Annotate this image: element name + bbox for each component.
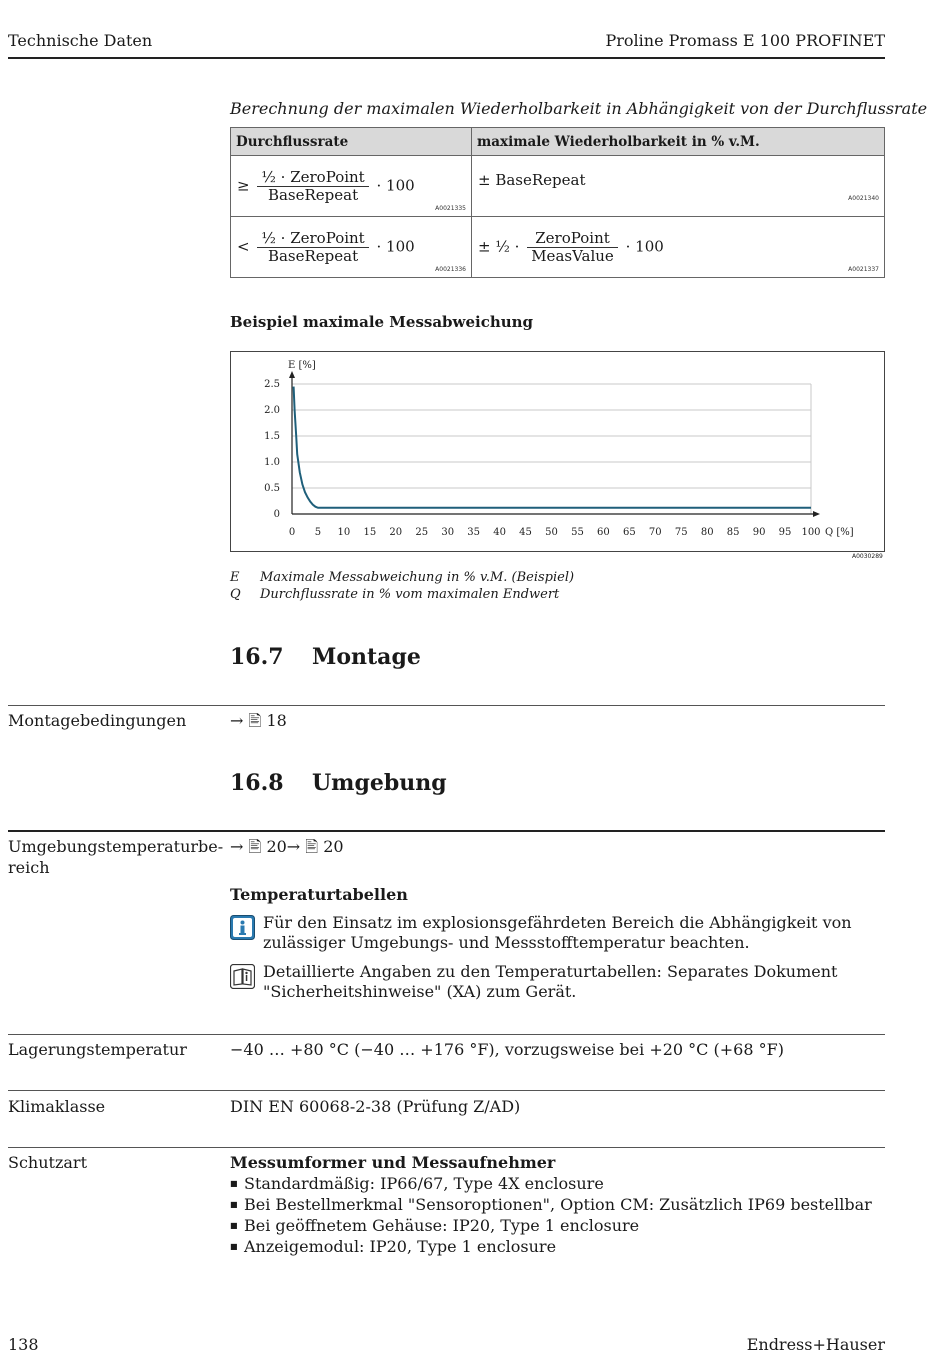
y-tick-label: 1.0 (264, 457, 280, 468)
multiplier: · 100 (376, 237, 415, 255)
section-heading-montage (230, 644, 421, 670)
section-number: 16.7 (230, 644, 284, 670)
doc-note-text: Detaillierte Angaben zu den Temperaturtabellen: Separates Dokument "Sicherheitshinweise" (XA) zum Gerät. (263, 962, 838, 1001)
operator: ≥ (237, 176, 250, 194)
x-tick-label: 50 (545, 527, 558, 538)
fraction (257, 169, 368, 204)
x-axis-arrow (813, 511, 820, 517)
operator: < (237, 237, 250, 255)
section-number: 16.8 (230, 770, 284, 796)
row-divider (8, 705, 885, 706)
protection-list (230, 1173, 885, 1257)
x-tick-label: 10 (337, 527, 351, 538)
umgebung-label (8, 836, 223, 878)
result-formula: ± BaseRepeat (478, 171, 586, 189)
montage-label: Montagebedingungen (8, 711, 187, 730)
section-heading-umgebung (230, 770, 447, 796)
x-tick-label: 0 (288, 527, 296, 538)
x-tick-label: 65 (622, 527, 636, 538)
list-item: ■ Bei Bestellmerkmal "Sensoroptionen", Option CM: Zusätzlich IP69 bestellbar (230, 1194, 885, 1215)
row-divider (8, 1034, 885, 1035)
formula-ref: A0021336 (435, 266, 466, 273)
x-tick-label: 5 (314, 527, 322, 538)
legend-item (230, 587, 559, 602)
denominator: MeasValue (531, 246, 614, 265)
x-tick-label: 45 (519, 527, 532, 538)
formula-ref: A0021335 (435, 205, 466, 212)
x-tick-label: 85 (726, 527, 740, 538)
legend-key: E (230, 570, 240, 585)
example-heading: Beispiel maximale Messabweichung (230, 313, 534, 331)
chart-frame (230, 351, 885, 552)
page-number: 138 (8, 1335, 39, 1354)
table-caption: Berechnung der maximalen Wiederholbarkeit in Abhängigkeit von der Durchflussrate (230, 99, 928, 118)
y-tick-label: 0.5 (264, 483, 280, 494)
protection-value (230, 1152, 885, 1257)
protection-subheading: Messumformer und Messaufnehmer (230, 1153, 556, 1172)
x-tick-label: 100 (801, 527, 821, 538)
climate-class-value: DIN EN 60068-2-38 (Prüfung Z/AD) (230, 1097, 521, 1116)
table-row (231, 156, 885, 217)
info-note-text: Für den Einsatz im explosionsgefährdeten Bereich die Abhängigkeit von zulässiger Umgebungs- und Messstofftemperatur beachten. (263, 913, 852, 952)
header-product: Proline Promass E 100 PROFINET (605, 31, 885, 50)
multiplier: · 100 (625, 237, 664, 255)
denominator: BaseRepeat (267, 185, 359, 204)
protection-label: Schutzart (8, 1153, 88, 1172)
list-item: ■ Standardmäßig: IP66/67, Type 4X enclosure (230, 1173, 885, 1194)
chart-ref: A0030289 (852, 553, 883, 560)
error-chart (231, 352, 884, 551)
x-tick-label: 60 (597, 527, 610, 538)
umgebung-link[interactable]: → 🖹 20→ 🖹 20 (230, 837, 344, 856)
x-tick-label: 20 (389, 527, 403, 538)
list-item: ■ Bei geöffnetem Gehäuse: IP20, Type 1 enclosure (230, 1215, 885, 1236)
book-icon (230, 964, 255, 989)
x-axis-label: Q [%] (825, 527, 854, 538)
denominator: BaseRepeat (267, 246, 359, 265)
legend-text: Maximale Messabweichung in % v.M. (Beispiel) (260, 570, 575, 585)
numerator: ½ · ZeroPoint (257, 169, 368, 187)
doc-note (230, 962, 885, 1002)
montage-link[interactable]: → 🖹 18 (230, 711, 287, 730)
x-tick-label: 15 (363, 527, 377, 538)
legend-item (230, 570, 574, 585)
header-title: Technische Daten (8, 31, 153, 50)
info-note (230, 913, 885, 953)
x-tick-label: 25 (415, 527, 429, 538)
x-tick-label: 95 (778, 527, 792, 538)
storage-temp-value: −40 … +80 °C (−40 … +176 °F), vorzugsweise bei +20 °C (+68 °F) (230, 1040, 784, 1059)
x-tick-label: 70 (648, 527, 662, 538)
formula-ref: A0021337 (848, 266, 879, 273)
series-line (294, 387, 811, 508)
row-divider (8, 830, 885, 832)
fraction (257, 230, 368, 265)
header-rule (8, 57, 885, 59)
storage-temp-label: Lagerungstemperatur (8, 1040, 187, 1059)
temperature-tables-heading: Temperaturtabellen (230, 885, 408, 904)
formula-ref: A0021340 (848, 195, 879, 202)
table-header-flow: Durchflussrate (231, 128, 472, 156)
multiplier: · 100 (376, 176, 415, 194)
y-tick-label: 1.5 (264, 431, 280, 442)
climate-class-label: Klimaklasse (8, 1097, 106, 1116)
label-line: Umgebungstemperaturbe- (8, 837, 224, 856)
repeatability-table (230, 127, 885, 278)
table-header-repeatability: maximale Wiederholbarkeit in % v.M. (472, 128, 885, 156)
x-tick-label: 35 (467, 527, 481, 538)
x-tick-label: 80 (700, 527, 714, 538)
legend-text: Durchflussrate in % vom maximalen Endwert (260, 587, 560, 602)
y-axis-arrow (289, 371, 295, 378)
footer-brand: Endress+Hauser (746, 1335, 885, 1354)
y-tick-label: 0 (273, 509, 280, 520)
numerator: ZeroPoint (527, 230, 618, 248)
y-tick-label: 2.5 (264, 379, 280, 390)
info-icon (230, 915, 255, 940)
numerator: ½ · ZeroPoint (257, 230, 368, 248)
section-title: Umgebung (312, 770, 447, 796)
x-tick-label: 40 (493, 527, 506, 538)
x-tick-label: 30 (441, 527, 455, 538)
row-divider (8, 1147, 885, 1148)
row-divider (8, 1090, 885, 1091)
fraction (527, 230, 618, 265)
y-axis-label: E [%] (288, 360, 316, 371)
section-title: Montage (312, 644, 421, 670)
label-line: reich (8, 858, 50, 877)
x-tick-label: 75 (674, 527, 688, 538)
legend-key: Q (230, 587, 241, 602)
list-item: ■ Anzeigemodul: IP20, Type 1 enclosure (230, 1236, 885, 1257)
y-tick-label: 2.0 (264, 405, 280, 416)
table-row (231, 217, 885, 278)
result-prefix: ± ½ · (478, 237, 520, 255)
x-tick-label: 90 (752, 527, 766, 538)
x-tick-label: 55 (571, 527, 584, 538)
